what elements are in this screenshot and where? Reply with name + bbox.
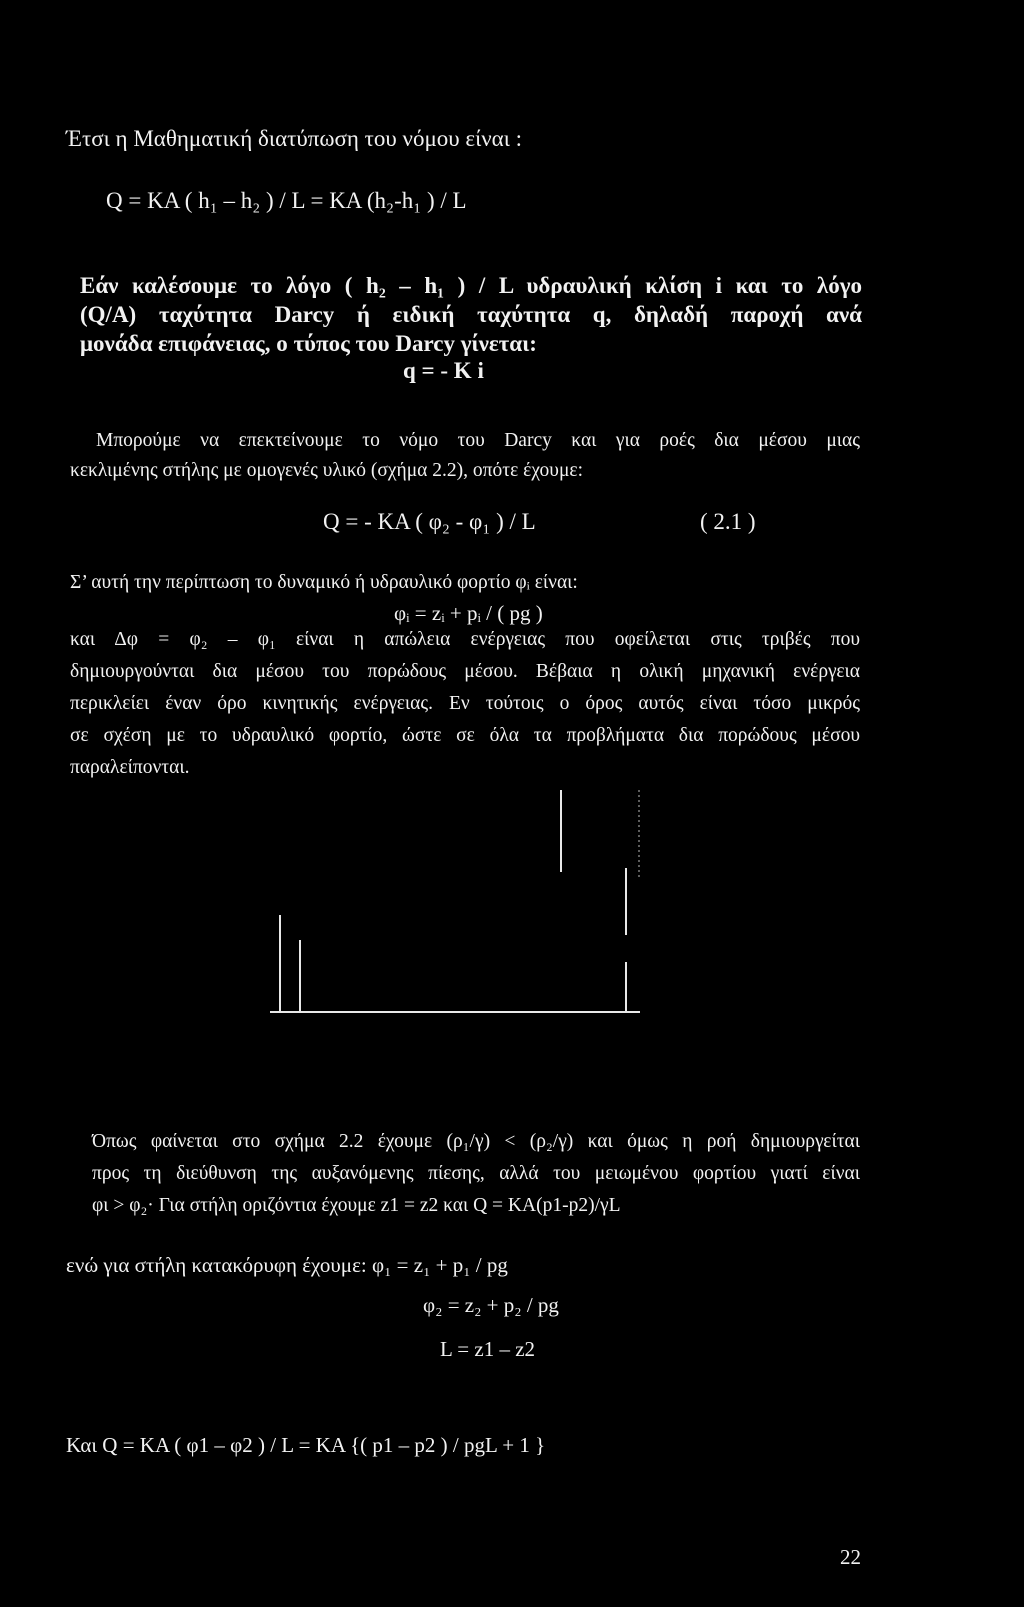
equation-number-2-1: ( 2.1 ) — [700, 509, 756, 534]
equation-final: Και Q = KA ( φ1 – φ2 ) / L = KA {( p1 – p2 ) / pgL + 1 } — [66, 1433, 546, 1457]
equation-vertical-column: ενώ για στήλη κατακόρυφη έχουμε: φ₁ = z₁ + p₁ / pg — [66, 1253, 508, 1277]
bold-line-3: μονάδα επιφάνειας, ο τύπος του Darcy γίνεται: — [80, 331, 537, 356]
bold-line-1: Εάν καλέσουμε το λόγο ( h₂ – h₁ ) / L υδραυλική κλίση i και το λόγο — [80, 273, 862, 298]
para3-line-4: σε σχέση με το υδραυλικό φορτίο, ώστε σε όλα τα προβλήματα δια πορώδους μέσου — [70, 725, 860, 746]
equation-specific-discharge: q = - K i — [403, 358, 484, 383]
equation-phi2: φ₂ = z₂ + p₂ / pg — [423, 1293, 559, 1317]
para3-line-3: περικλείει έναν όρο κινητικής ενέργειας. Εν τούτοις ο όρος αυτός είναι τόσο μικρός — [70, 693, 860, 714]
page-number: 22 — [840, 1545, 861, 1569]
equation-length: L = z1 – z2 — [440, 1337, 536, 1361]
equation-hydraulic-head: φᵢ = zᵢ + pᵢ / ( pg ) — [394, 601, 543, 625]
equation-darcy-law: Q = KA ( h₁ – h₂ ) / L = KA (h₂-h₁ ) / L — [106, 188, 467, 213]
equation-2-1: Q = - KA ( φ₂ - φ₁ ) / L — [323, 509, 536, 534]
bold-line-2: (Q/A) ταχύτητα Darcy ή ειδική ταχύτητα q, δηλαδή παροχή ανά — [80, 302, 862, 327]
bold-paragraph — [80, 271, 862, 358]
para4-line-3: φι > φ₂· Για στήλη οριζόντια έχουμε z1 = z2 και Q = KA(p1-p2)/γL — [92, 1195, 621, 1216]
figure-2-2 — [270, 790, 670, 1030]
para3-line-5: παραλείπονται. — [70, 757, 190, 778]
para4-line-2: προς τη διεύθυνση της αυξανόμενης πίεσης, αλλά του μειωμένου φορτίου γιατί είναι — [92, 1163, 860, 1184]
para2-line-1: Μπορούμε να επεκτείνουμε το νόμο του Darcy και για ροές δια μέσου μιας — [96, 430, 860, 451]
para3-intro: Σ’ αυτή την περίπτωση το δυναμικό ή υδραυλικό φορτίο φᵢ είναι: — [70, 572, 578, 593]
intro-text: Έτσι η Μαθηματική διατύπωση του νόμου είναι : — [66, 126, 523, 151]
para2-line-2: κεκλιμένης στήλης με ομογενές υλικό (σχήμα 2.2), οπότε έχουμε: — [70, 460, 584, 481]
paragraph-energy-loss — [70, 624, 860, 784]
paragraph-figure-discussion — [92, 1126, 860, 1222]
para3-line-2: δημιουργούνται δια μέσου του πορώδους μέσου. Βέβαια η ολική μηχανική ενέργεια — [70, 661, 860, 682]
para4-line-1: Όπως φαίνεται στο σχήμα 2.2 έχουμε (ρ₁/γ) < (ρ₂/γ) και όμως η ροή δημιουργείται — [92, 1131, 860, 1152]
paragraph-inclined-column — [96, 425, 860, 457]
para3-line-1: και Δφ = φ₂ – φ₁ είναι η απώλεια ενέργειας που οφείλεται στις τριβές που — [70, 629, 860, 650]
